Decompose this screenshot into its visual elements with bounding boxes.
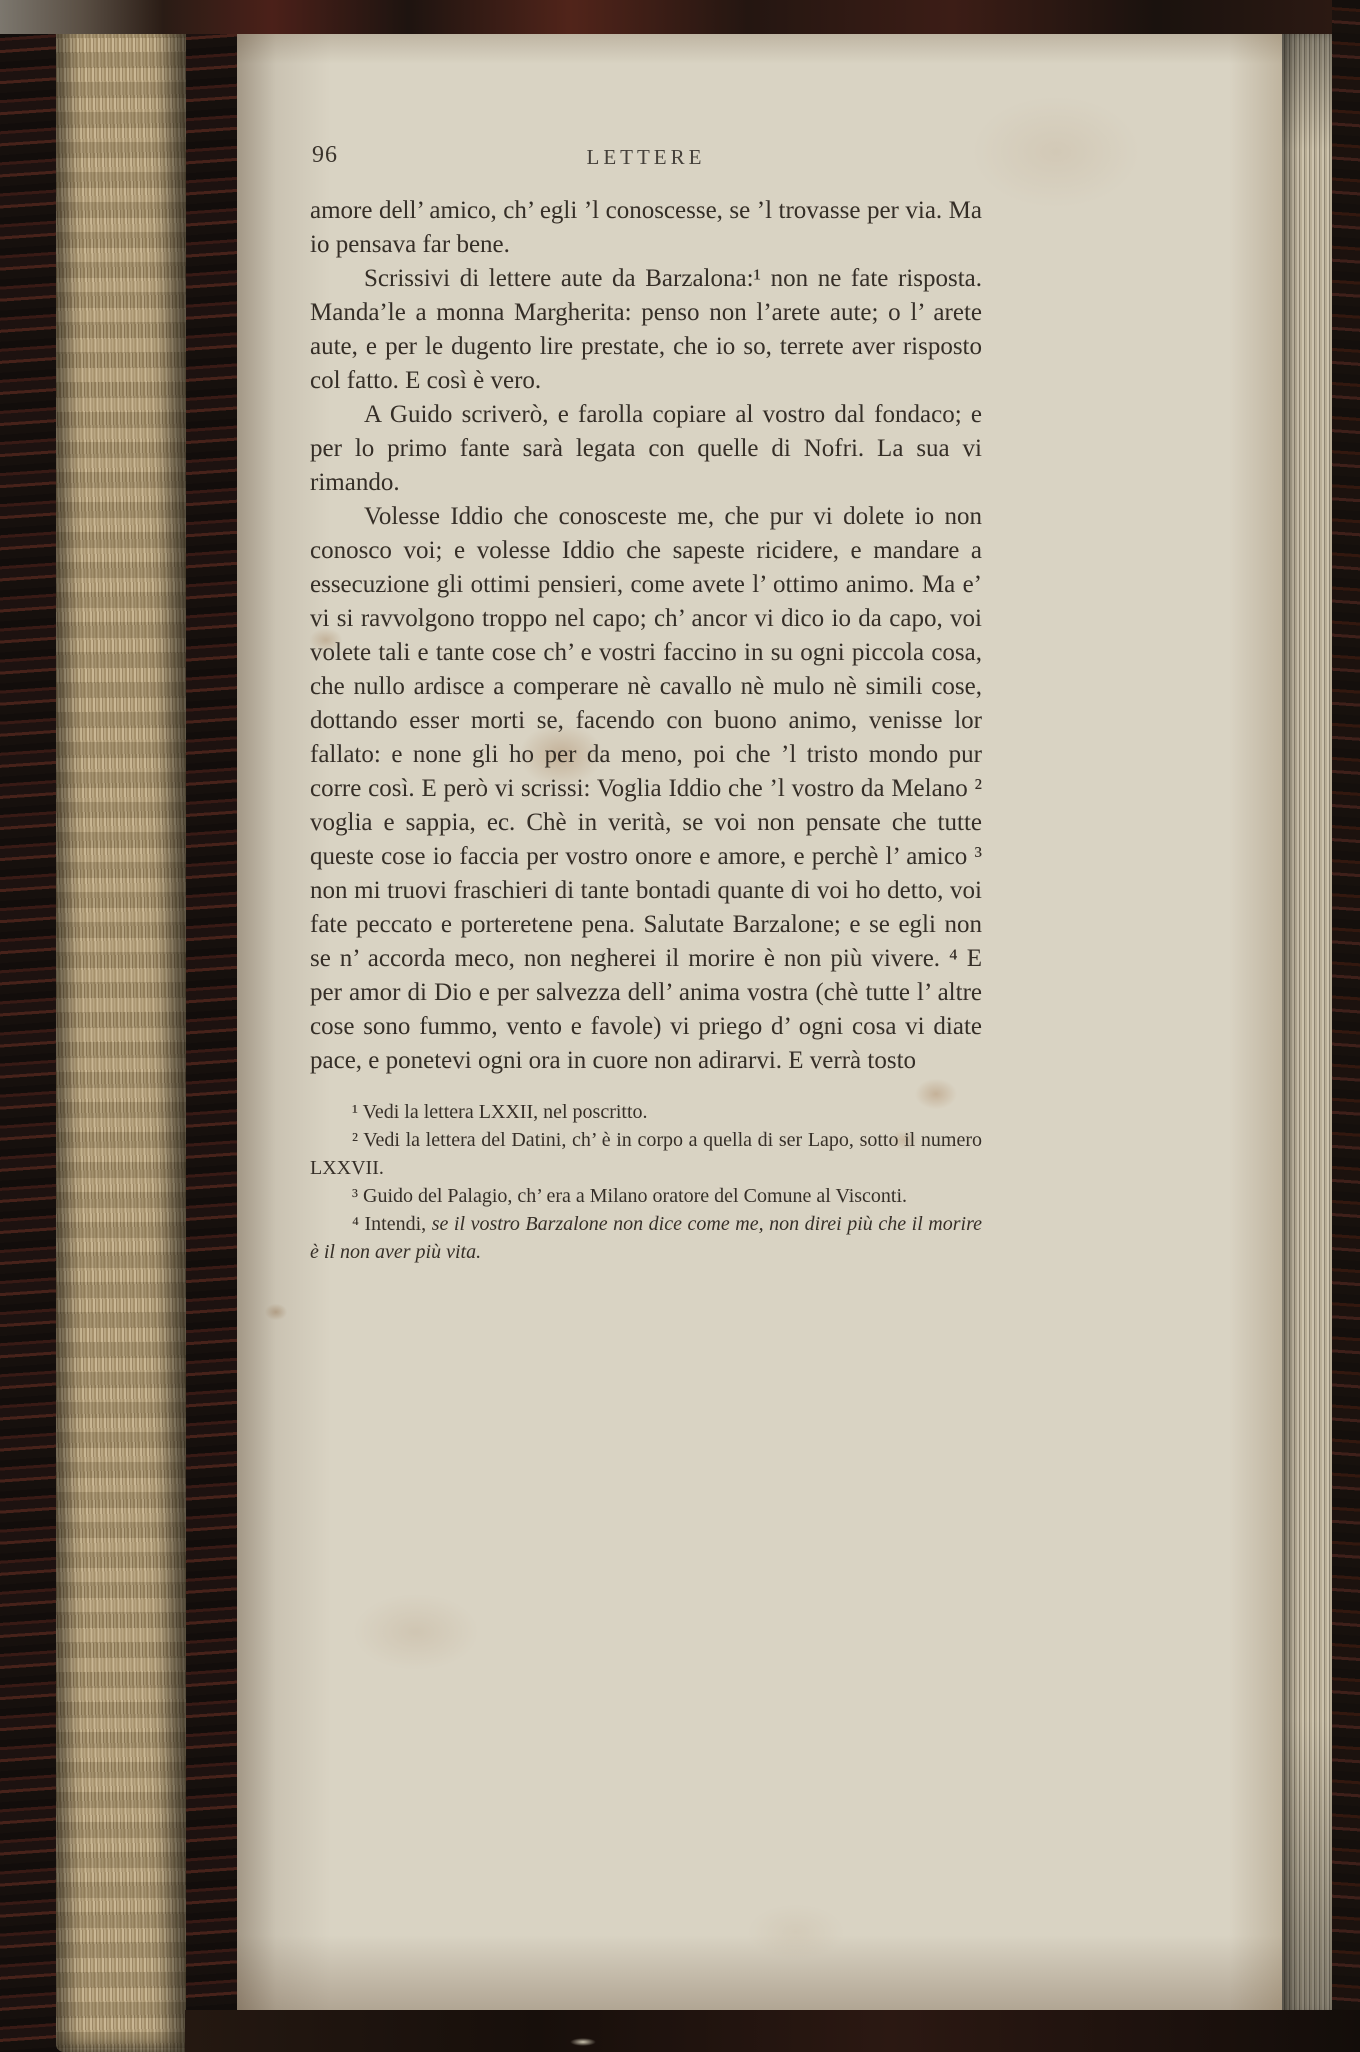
book-cover-bottom-edge xyxy=(185,2010,1360,2052)
page-content xyxy=(310,32,982,1266)
highlight-spot xyxy=(570,2038,596,2046)
page-edges-right xyxy=(1282,30,1334,2018)
paragraph: A Guido scriverò, e farolla copiare al vostro dal fondaco; e per lo primo fante sarà legata con quelle di Nofri. La sua vi rimando. xyxy=(310,401,982,496)
book-cover-top-edge xyxy=(0,0,1360,34)
footnote xyxy=(310,1126,982,1182)
running-header: LETTERE xyxy=(586,145,706,169)
footnotes xyxy=(310,1098,982,1266)
footnote xyxy=(310,1182,982,1210)
book-binding-left xyxy=(0,0,237,2052)
footnote-text: ³ Guido del Palagio, ch’ era a Milano oratore del Comune al Visconti. xyxy=(352,1185,908,1207)
footnote-text: ¹ Vedi la lettera LXXII, nel poscritto. xyxy=(352,1101,648,1123)
book-page xyxy=(236,32,1284,2010)
page-edges-left xyxy=(56,8,186,2052)
footnote-text-italic: se il vostro Barzalone non dice come me, non direi più che il morire è il non aver più vita. xyxy=(310,1213,983,1263)
paragraph: Scrissivi di lettere aute da Barzalona:¹ non ne fate risposta. Manda’le a monna Margherita: penso non l’arete aute; o l’ arete aute, e per le dugento lire prestate, che io so, terrete aver risposto col fatto. E così è vero. xyxy=(310,265,982,394)
book-cover-right-edge xyxy=(1332,0,1360,2052)
footnote-text: ⁴ Intendi, xyxy=(352,1213,432,1235)
footnote xyxy=(310,1098,982,1126)
body-text xyxy=(310,194,982,1078)
page-number: 96 xyxy=(312,142,338,168)
page-head xyxy=(310,142,982,172)
footnote-text: ² Vedi la lettera del Datini, ch’ è in corpo a quella di ser Lapo, sotto il numero LXXVII. xyxy=(310,1129,982,1179)
paragraph: Volesse Iddio che conosceste me, che pur vi dolete io non conosco voi; e volesse Iddio che sapeste ricidere, e mandare a essecuzione gli ottimi pensieri, come avete l’ ottimo animo. Ma e’ vi si ravvolgono troppo nel capo; ch’ ancor vi dico io da capo, voi volete tali e tante cose ch’ e vostri faccino in su ogni piccola cosa, che nullo ardisce a comperare nè cavallo nè mulo nè simili cose, dottando esser morti se, facendo con buono animo, venisse lor fallato: e none gli ho per da meno, poi che ’l tristo mondo pur corre così. E però vi scrissi: Voglia Iddio che ’l vostro da Melano ² voglia e sappia, ec. Chè in verità, se voi non pensate che tutte queste cose io faccia per vostro onore e amore, e perchè l’ amico ³ non mi truovi fraschieri di tante bontadi quante di voi ho detto, voi fate peccato e porteretene pena. Salutate Barzalone; e se egli non se n’ accorda meco, non negherei il morire è non più vivere. ⁴ E per amor di Dio e per salvezza dell’ anima vostra (chè tutte l’ altre cose sono fummo, vento e favole) vi priego d’ ogni cosa vi diate pace, e ponetevi ogni ora in cuore non adirarvi. E verrà tosto xyxy=(310,503,982,1074)
footnote xyxy=(310,1210,982,1266)
paragraph: amore dell’ amico, ch’ egli ’l conoscesse, se ’l trovasse per via. Ma io pensava far bene. xyxy=(310,197,982,258)
